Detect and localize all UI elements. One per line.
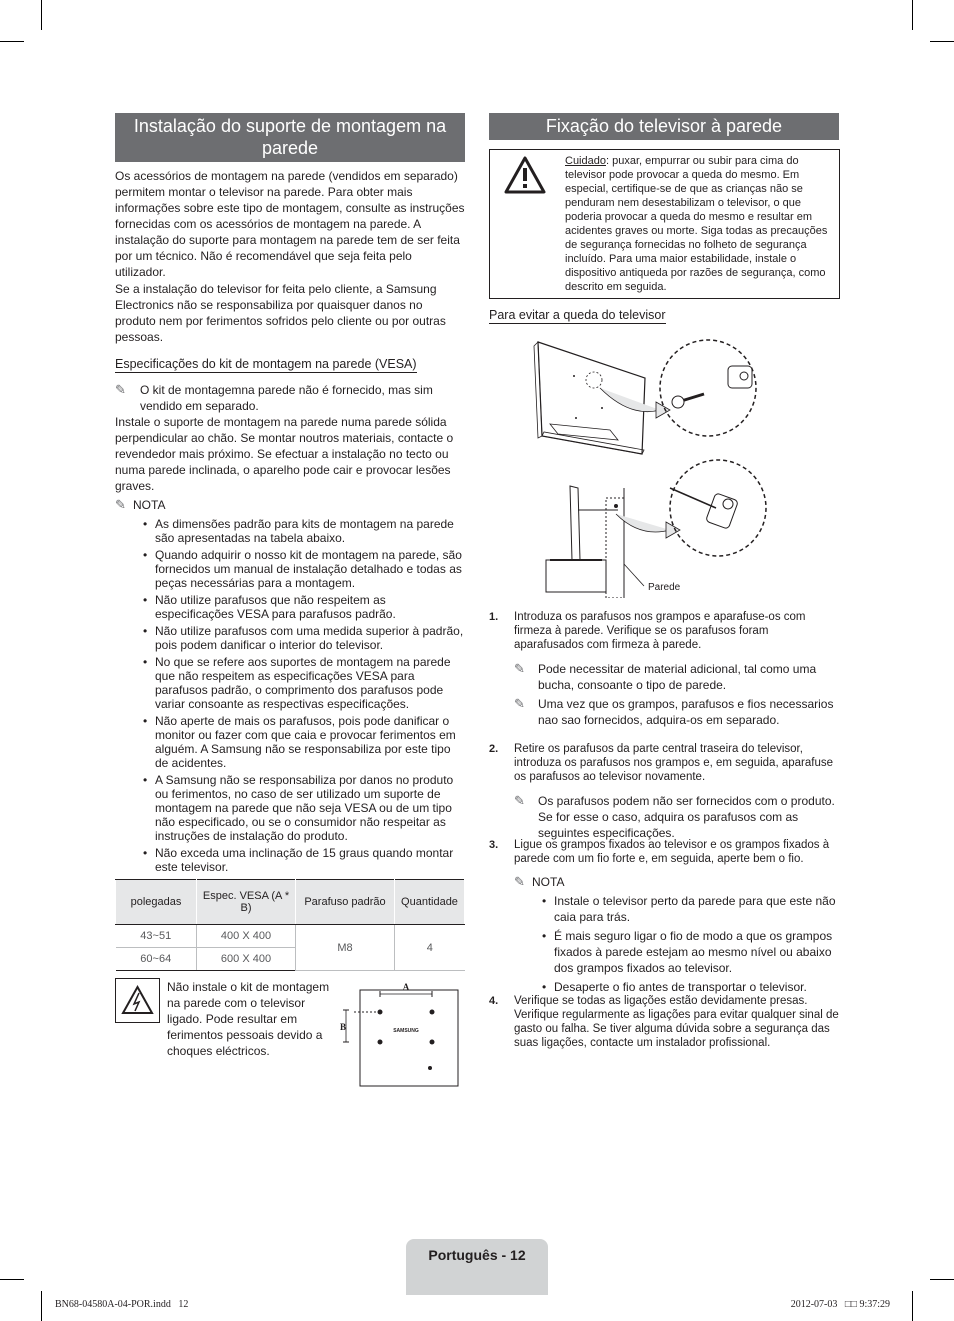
crop-mark <box>41 0 42 30</box>
crop-mark <box>912 1291 913 1321</box>
crop-mark <box>0 1279 24 1280</box>
step3-bullets <box>538 893 839 998</box>
caution-body: : puxar, empurrar ou subir para cima do televisor pode provocar a queda do mesmo. Em especial, certifique-se de que as crianças não se penduram nem desestabilizam o televisor, o que poderia provocar a queda do mesmo e resultar em acidentes graves ou morte. Siga todas as precauções de segurança fornecidas no folheto de segurança incluído. Para uma maior estabilidade, instale o dispositivo antiqueda por razões de segurança, como descrito em seguida. <box>565 155 828 293</box>
wall-label: Parede <box>648 582 681 593</box>
list-item: • No que se refere aos suportes de montagem na parede que não respeitem as especificações VESA para parafusos padrão, o comprimento dos parafusos pode variar consoante as respectivas especificações. <box>139 655 467 711</box>
step1-note-1 <box>514 661 839 692</box>
crop-mark <box>912 0 913 30</box>
caution-label: Cuidado <box>565 155 606 167</box>
footer-date: 2012-07-03 □□ 9:37:29 <box>790 1299 890 1310</box>
tv-anti-fall-illustration <box>530 338 850 598</box>
nota-label <box>115 497 165 513</box>
step-text: Introduza os parafusos nos grampos e aparafuse-os com firmeza à parede. Verifique se os parafusos foram aparafusados com firmeza à parede. <box>514 611 806 651</box>
diagram-label-a: A <box>402 982 410 992</box>
nota-label-text: NOTA <box>133 498 166 512</box>
list-item: • Não utilize parafusos com uma medida superior à padrão, pois podem danificar o interior do televisor. <box>139 624 467 652</box>
table-cell: 400 X 400 <box>197 925 296 948</box>
step-text: Retire os parafusos da parte central traseira do televisor, introduza os parafusos nos grampos e, em seguida, aparafuse os parafusos ao televisor novamente. <box>514 743 833 783</box>
footer-file: BN68-04580A-04-POR.indd 12 <box>55 1299 189 1310</box>
electric-warning-icon <box>115 978 160 1023</box>
right-section-title: Fixação do televisor à parede <box>489 113 839 140</box>
vesa-bullets <box>139 517 467 877</box>
vesa-table <box>115 879 465 971</box>
table-header-cell: Parafuso padrão <box>296 880 395 925</box>
step-number: 2. <box>489 743 499 755</box>
vesa-paragraph: Instale o suporte de montagem na parede numa parede sólida perpendicular ao chão. Se montar noutros materiais, contacte o revendedor mais próximo. Se efectuar a instalação no tecto ou numa parede inclinada, o aparelho pode cair e provocar lesões graves. <box>115 415 454 493</box>
table-header-row <box>116 880 465 925</box>
list-item: • Não exceda uma inclinação de 15 graus quando montar este televisor. <box>139 846 467 874</box>
table-cell: 4 <box>395 925 465 971</box>
crop-mark <box>41 1291 42 1321</box>
note-text: Pode necessitar de material adicional, tal como uma bucha, consoante o tipo de parede. <box>538 662 817 692</box>
crop-mark <box>930 41 954 42</box>
step-text: Ligue os grampos fixados ao televisor e os grampos fixados à parede com um fio forte e, em seguida, aperte bem o fio. <box>514 839 830 865</box>
intro-paragraph-1: Os acessórios de montagem na parede (vendidos em separado) permitem montar o televisor na parede. Para obter mais informações sobre este tipo de montagem, consulte as instruções fornecidas com os acessórios de montagem na parede. A instalação do suporte para montagem na parede tem de ser feita por um técnico. Não é recomendável que seja feita pelo utilizador. <box>115 169 465 279</box>
table-header-cell: Espec. VESA (A * B) <box>197 880 296 925</box>
pencil-icon: ✎ <box>514 696 525 711</box>
page-number-tab: Português - 12 <box>406 1239 548 1295</box>
step-text: Verifique se todas as ligações estão devidamente presas. Verifique regularmente as ligações para evitar qualquer sinal de gasto ou falha. Se tiver alguma dúvida sobre a segurança das suas ligações, contacte um instalador profissional. <box>514 995 839 1049</box>
list-item: • As dimensões padrão para kits de montagem na parede são apresentadas na tabela abaixo. <box>139 517 467 545</box>
caution-box <box>489 149 840 299</box>
pencil-icon: ✎ <box>115 497 126 512</box>
table-header-cell: polegadas <box>116 880 197 925</box>
vesa-note <box>115 382 465 413</box>
warning-text: Não instale o kit de montagem na parede com o televisor ligado. Pode resultar em ferimentos pessoais devido a choques eléctricos. <box>167 980 330 1058</box>
list-item: • É mais seguro ligar o fio de modo a que os grampos fixados à parede estejam ao mesmo nível ou abaixo dos grampos fixados ao televisor. <box>538 928 839 976</box>
table-row <box>116 925 465 948</box>
caution-icon <box>503 155 547 200</box>
intro-paragraph-2: Se a instalação do televisor for feita pelo cliente, a Samsung Electronics não se responsabiliza por quaisquer danos no produto nem por ferimentos sofridos pelo cliente ou por outras pessoas. <box>115 282 446 344</box>
diagram-label-b: B <box>340 1022 347 1032</box>
diagram-brand: SAMSUNG <box>393 1028 419 1034</box>
list-item: • Quando adquirir o nosso kit de montagem na parede, são fornecidos um manual de instalação detalhado e todas as peças necessárias para a montagem. <box>139 548 467 590</box>
vesa-heading: Especificações do kit de montagem na parede (VESA) <box>115 357 417 371</box>
list-item: • Não utilize parafusos que não respeitem as especificações VESA para parafusos padrão. <box>139 593 467 621</box>
list-item: • Desaperte o fio antes de transportar o televisor. <box>538 979 839 995</box>
pencil-icon: ✎ <box>514 793 525 808</box>
list-item: • A Samsung não se responsabiliza por danos no produto ou ferimentos, no caso de ser utilizado um suporte de montagem na parede que não seja VESA ou de um tipo não especificado, ou se o consumidor não respeitar as instruções de instalação do produto. <box>139 773 467 843</box>
step1-note-2 <box>514 696 839 727</box>
table-cell: 600 X 400 <box>197 948 296 971</box>
list-item: • Não aperte de mais os parafusos, pois pode danificar o monitor ou fazer com que caia e provocar ferimentos em alguém. A Samsung não se responsabiliza por este tipo de acidentes. <box>139 714 467 770</box>
pencil-icon: ✎ <box>514 874 525 889</box>
prevent-fall-heading: Para evitar a queda do televisor <box>489 308 666 322</box>
list-item: • Instale o televisor perto da parede para que este não caia para trás. <box>538 893 839 925</box>
note-text: Os parafusos podem não ser fornecidos com o produto. Se for esse o caso, adquira os parafusos com as seguintes especificações. <box>538 794 835 840</box>
step-number: 4. <box>489 995 499 1007</box>
table-header-cell: Quantidade <box>395 880 465 925</box>
step2-note <box>514 793 839 840</box>
wall-mount-diagram <box>340 980 462 1090</box>
table-cell: M8 <box>296 925 395 971</box>
step3-nota-label <box>514 874 564 890</box>
table-cell: 60~64 <box>116 948 197 971</box>
step-number: 1. <box>489 611 499 623</box>
caution-text <box>565 154 830 294</box>
step-number: 3. <box>489 839 499 851</box>
pencil-icon: ✎ <box>514 661 525 676</box>
crop-mark <box>930 1279 954 1280</box>
nota-label-text: NOTA <box>532 875 565 889</box>
pencil-icon: ✎ <box>115 382 126 397</box>
vesa-note-text: O kit de montagemna parede não é fornecido, mas sim vendido em separado. <box>140 383 433 413</box>
crop-mark <box>0 41 24 42</box>
note-text: Uma vez que os grampos, parafusos e fios necessarios nao sao fornecidos, adquira-os em separado. <box>538 697 834 727</box>
left-section-title: Instalação do suporte de montagem na parede <box>115 113 465 162</box>
table-cell: 43~51 <box>116 925 197 948</box>
